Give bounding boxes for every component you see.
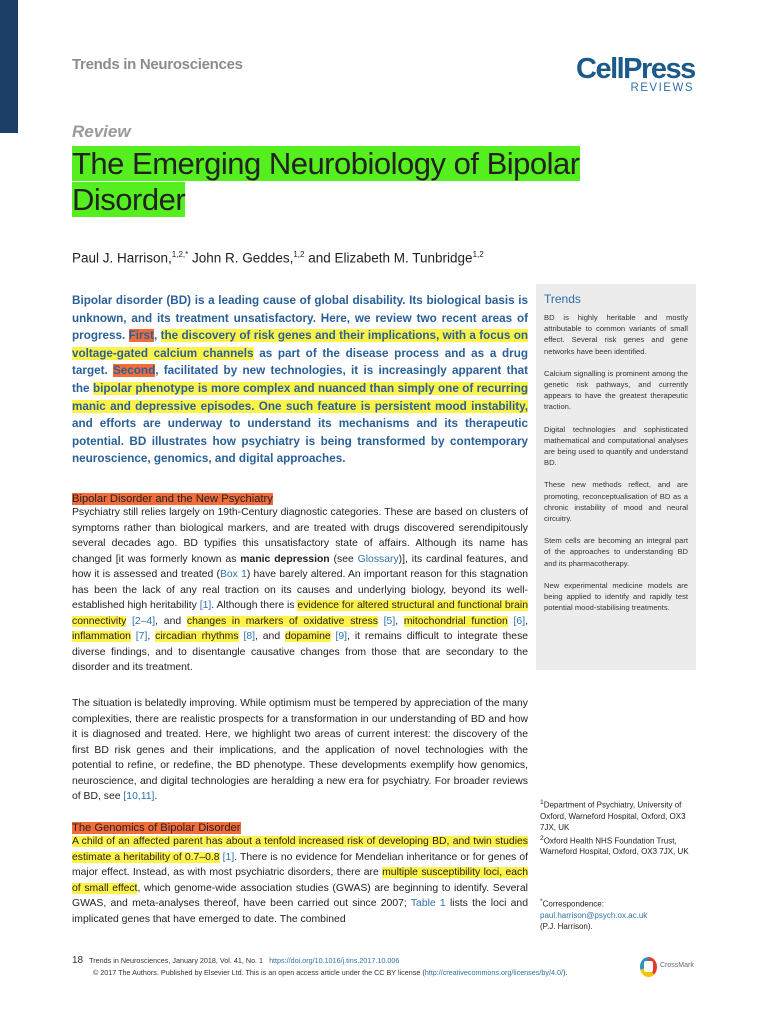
author-list [72,250,484,266]
body-highlight: mitochondrial function [403,615,508,627]
body-text: The situation is belatedly improving. While optimism must be tempered by appreciation of the many complexities, there are realistic prospects for a transformation in our understanding of BD and how it is diagnosed and treated. Here, we highlight two areas of current interest: the discovery of the first BD risk genes and their implications, and the application of novel technologies with the potential to refine, or redefine, the BD phenotype. These developments exemplify how genomics, neuroscience, and digital technologies are heralding a new era for psychiatry. For broader reviews of BD, see [72,698,528,802]
crossmark-badge[interactable] [640,957,700,977]
affil-text: Oxford Health NHS Foundation Trust, Warneford Hospital, Oxford, OX3 7JX, UK [540,836,689,857]
abstract-text: and efforts are underway to understand its mechanisms and its therapeutic potential. BD illustrates how psychiatry is being transformed by contemporary neuroscience, genomics, and digital approaches. [72,417,528,466]
crossmark-label: CrossMark [660,962,694,969]
affiliation-1 [540,797,698,833]
table-link[interactable]: Table 1 [410,898,446,909]
section-bipolar-new-psychiatry [72,493,528,676]
section-paragraph [72,834,528,927]
body-text: , [147,631,156,642]
highlight-first: First [128,329,154,343]
footer-license-line [93,968,567,977]
body-highlight: inflammation [72,631,131,642]
body-text: Psychiatry still relies largely on 19th-Century diagnostic categories. These are based on clusters of symptoms rather than biological markers, and are treated with drugs discovered serendipitously several decades ago. BD typifies this unsatisfactory state of affairs. Although its name has changed [it was formerly known as [72,507,528,565]
abstract-text: Bipolar disorder (BD) is a leading cause of global disability. Its biological basis is unknown, and its treatment unsatisfactory. Here, we review two recent areas of progress. [72,294,528,343]
logo-main: CellPress [576,53,695,85]
glossary-term: manic depression [240,553,330,565]
body-text: . [154,791,158,802]
correspondence [540,896,698,932]
author-affil: 1,2,* [171,250,189,259]
license-text: ). [562,968,568,977]
affil-sup: 2 [540,834,544,842]
trends-item: These new methods reflect, and are promoting, reconceptualisation of BD as a chronic instability of mood and neural circuitry. [544,480,688,524]
affiliations [540,797,698,857]
journal-edge-bar [0,0,18,133]
author-affil: 1,2 [293,250,305,259]
reference-link[interactable]: [9] [335,631,348,642]
body-text: )], its cardinal features, and how it is assessed and treated ( [72,553,528,580]
footer-citation-line [72,955,399,966]
article-title [72,146,612,218]
body-highlight: changes in markers of oxidative stress [186,615,378,627]
section-paragraph [72,696,528,805]
corr-name: (P.J. Harrison). [540,921,593,931]
body-text: . Although there is [211,600,298,611]
abstract-text: , facilitated by new technologies, it is increasingly apparent that the [72,364,529,395]
journal-name: Trends in Neurosciences [72,56,243,73]
body-text: , and [155,615,187,627]
title-line-1: The Emerging Neurobiology of Bipolar [72,146,580,181]
reference-link[interactable]: [7] [135,631,148,642]
abstract [72,292,528,468]
license-text: © 2017 The Authors. Published by Elsevier Ltd. This is an open access article under the CC BY license ( [93,968,425,977]
reference-link[interactable]: [1] [199,600,212,611]
license-link[interactable]: http://creativecommons.org/licenses/by/4.0/ [424,968,563,977]
affil-sup: 1 [540,799,544,806]
article-type: Review [72,122,131,141]
trends-item: Calcium signalling is prominent among the genetic risk pathways, and currently appears to have the greatest therapeutic traction. [544,368,688,412]
glossary-link[interactable]: Glossary [357,553,399,565]
title-line-2: Disorder [72,182,186,217]
section-heading-text: Bipolar Disorder and the New Psychiatry [72,493,273,505]
body-text: , [395,615,404,627]
affiliation-2 [540,833,698,858]
corr-sup: * [540,898,543,905]
reference-link[interactable]: [5] [383,615,396,627]
reference-link[interactable]: [6] [513,615,526,627]
body-text: (see [329,553,358,565]
abstract-text: , [153,329,161,343]
corr-label-line [540,896,698,910]
reference-link[interactable]: [8] [243,631,255,642]
body-text: ) have barely altered. An important reason for this stagnation has been the lack of any real traction on its causes and underlying biology, beyond its well-established high heritability [72,569,529,611]
page-number: 18 [72,955,84,966]
footer-citation: Trends in Neurosciences, January 2018, Vol. 41, No. 1 [89,956,264,965]
body-highlight: A child of an affected parent has about a tenfold increased risk of developing BD, and twin studies estimate a heritability of 0.7–0.8 [72,836,528,863]
section-heading [72,822,528,834]
author-name: and Elizabeth M. Tunbridge [304,250,473,266]
trends-item: Digital technologies and sophisticated mathematical and computational analyses are being used to quantify and understand BD. [544,424,688,468]
body-text: , it remains difficult to integrate these diverse findings, and to disentangle causative changes from those that are secondary to the disorder and its treatment. [72,631,529,673]
body-text: lists the loci and implicated genes that have emerged to date. The combined [72,898,528,925]
trends-sidebar [536,284,696,670]
doi-link[interactable]: https://doi.org/10.1016/j.tins.2017.10.006 [269,956,400,965]
author-name: John R. Geddes, [188,250,294,266]
abstract-highlight: bipolar phenotype is more complex and nuanced than simply one of recurring manic and depressive episodes. One such feature is persistent mood instability, [72,381,528,413]
body-highlight: multiple susceptibility loci, each of small effect [72,867,528,894]
abstract-highlight: the discovery of risk genes and their implications, with a focus on voltage-gated calcium channels [72,329,529,360]
reference-link[interactable]: [1] [222,851,235,863]
logo-sub: REVIEWS [630,82,694,94]
section-genomics [72,822,528,927]
section-paragraph [72,505,528,676]
corr-email-link[interactable]: paul.harrison@psych.ox.ac.uk [540,910,648,920]
author-affil: 1,2 [472,250,484,259]
trends-item: BD is highly heritable and mostly attributable to common variants of small effect. Several risk genes and gene networks have been identified. [544,313,688,356]
affil-text: Department of Psychiatry, University of Oxford, Warneford Hospital, Oxford, OX3 7JX, UK [540,800,686,832]
body-highlight: evidence for altered structural and functional brain connectivity [72,600,528,627]
body-text: , and [255,631,285,642]
body-highlight: circadian rhythms [155,631,239,642]
reference-link[interactable]: [2–4] [132,615,156,627]
author-name: Paul J. Harrison, [72,250,172,266]
box-link[interactable]: Box 1 [219,569,247,580]
section-heading-text: The Genomics of Bipolar Disorder [72,822,241,834]
trends-heading: Trends [544,292,581,306]
section-heading [72,493,528,505]
body-text: . There is no evidence for Mendelian inheritance or for genes of major effect. Instead, as with most psychiatric disorders, there are [72,851,529,878]
trends-item: Stem cells are becoming an integral part of the approaches to understanding BD and its pharmacotherapy. [544,536,688,568]
highlight-second: Second [113,364,156,378]
abstract-text: as part of the disease process and as a drug target. [72,346,528,378]
cellpress-logo [576,53,696,95]
crossmark-icon [640,957,657,977]
corr-label: Correspondence: [542,899,604,909]
body-text: , [525,615,528,627]
body-highlight: dopamine [284,631,331,642]
trends-item: New experimental medicine models are being applied to identify and rapidly test potential mood-stabilising treatments. [544,580,688,613]
reference-link[interactable]: [10,11] [123,791,155,802]
body-text: , which genome-wide association studies (GWAS) are beginning to identify. Several GWAS, and meta-analyses thereof, have been carried out since 2007; [72,882,528,909]
